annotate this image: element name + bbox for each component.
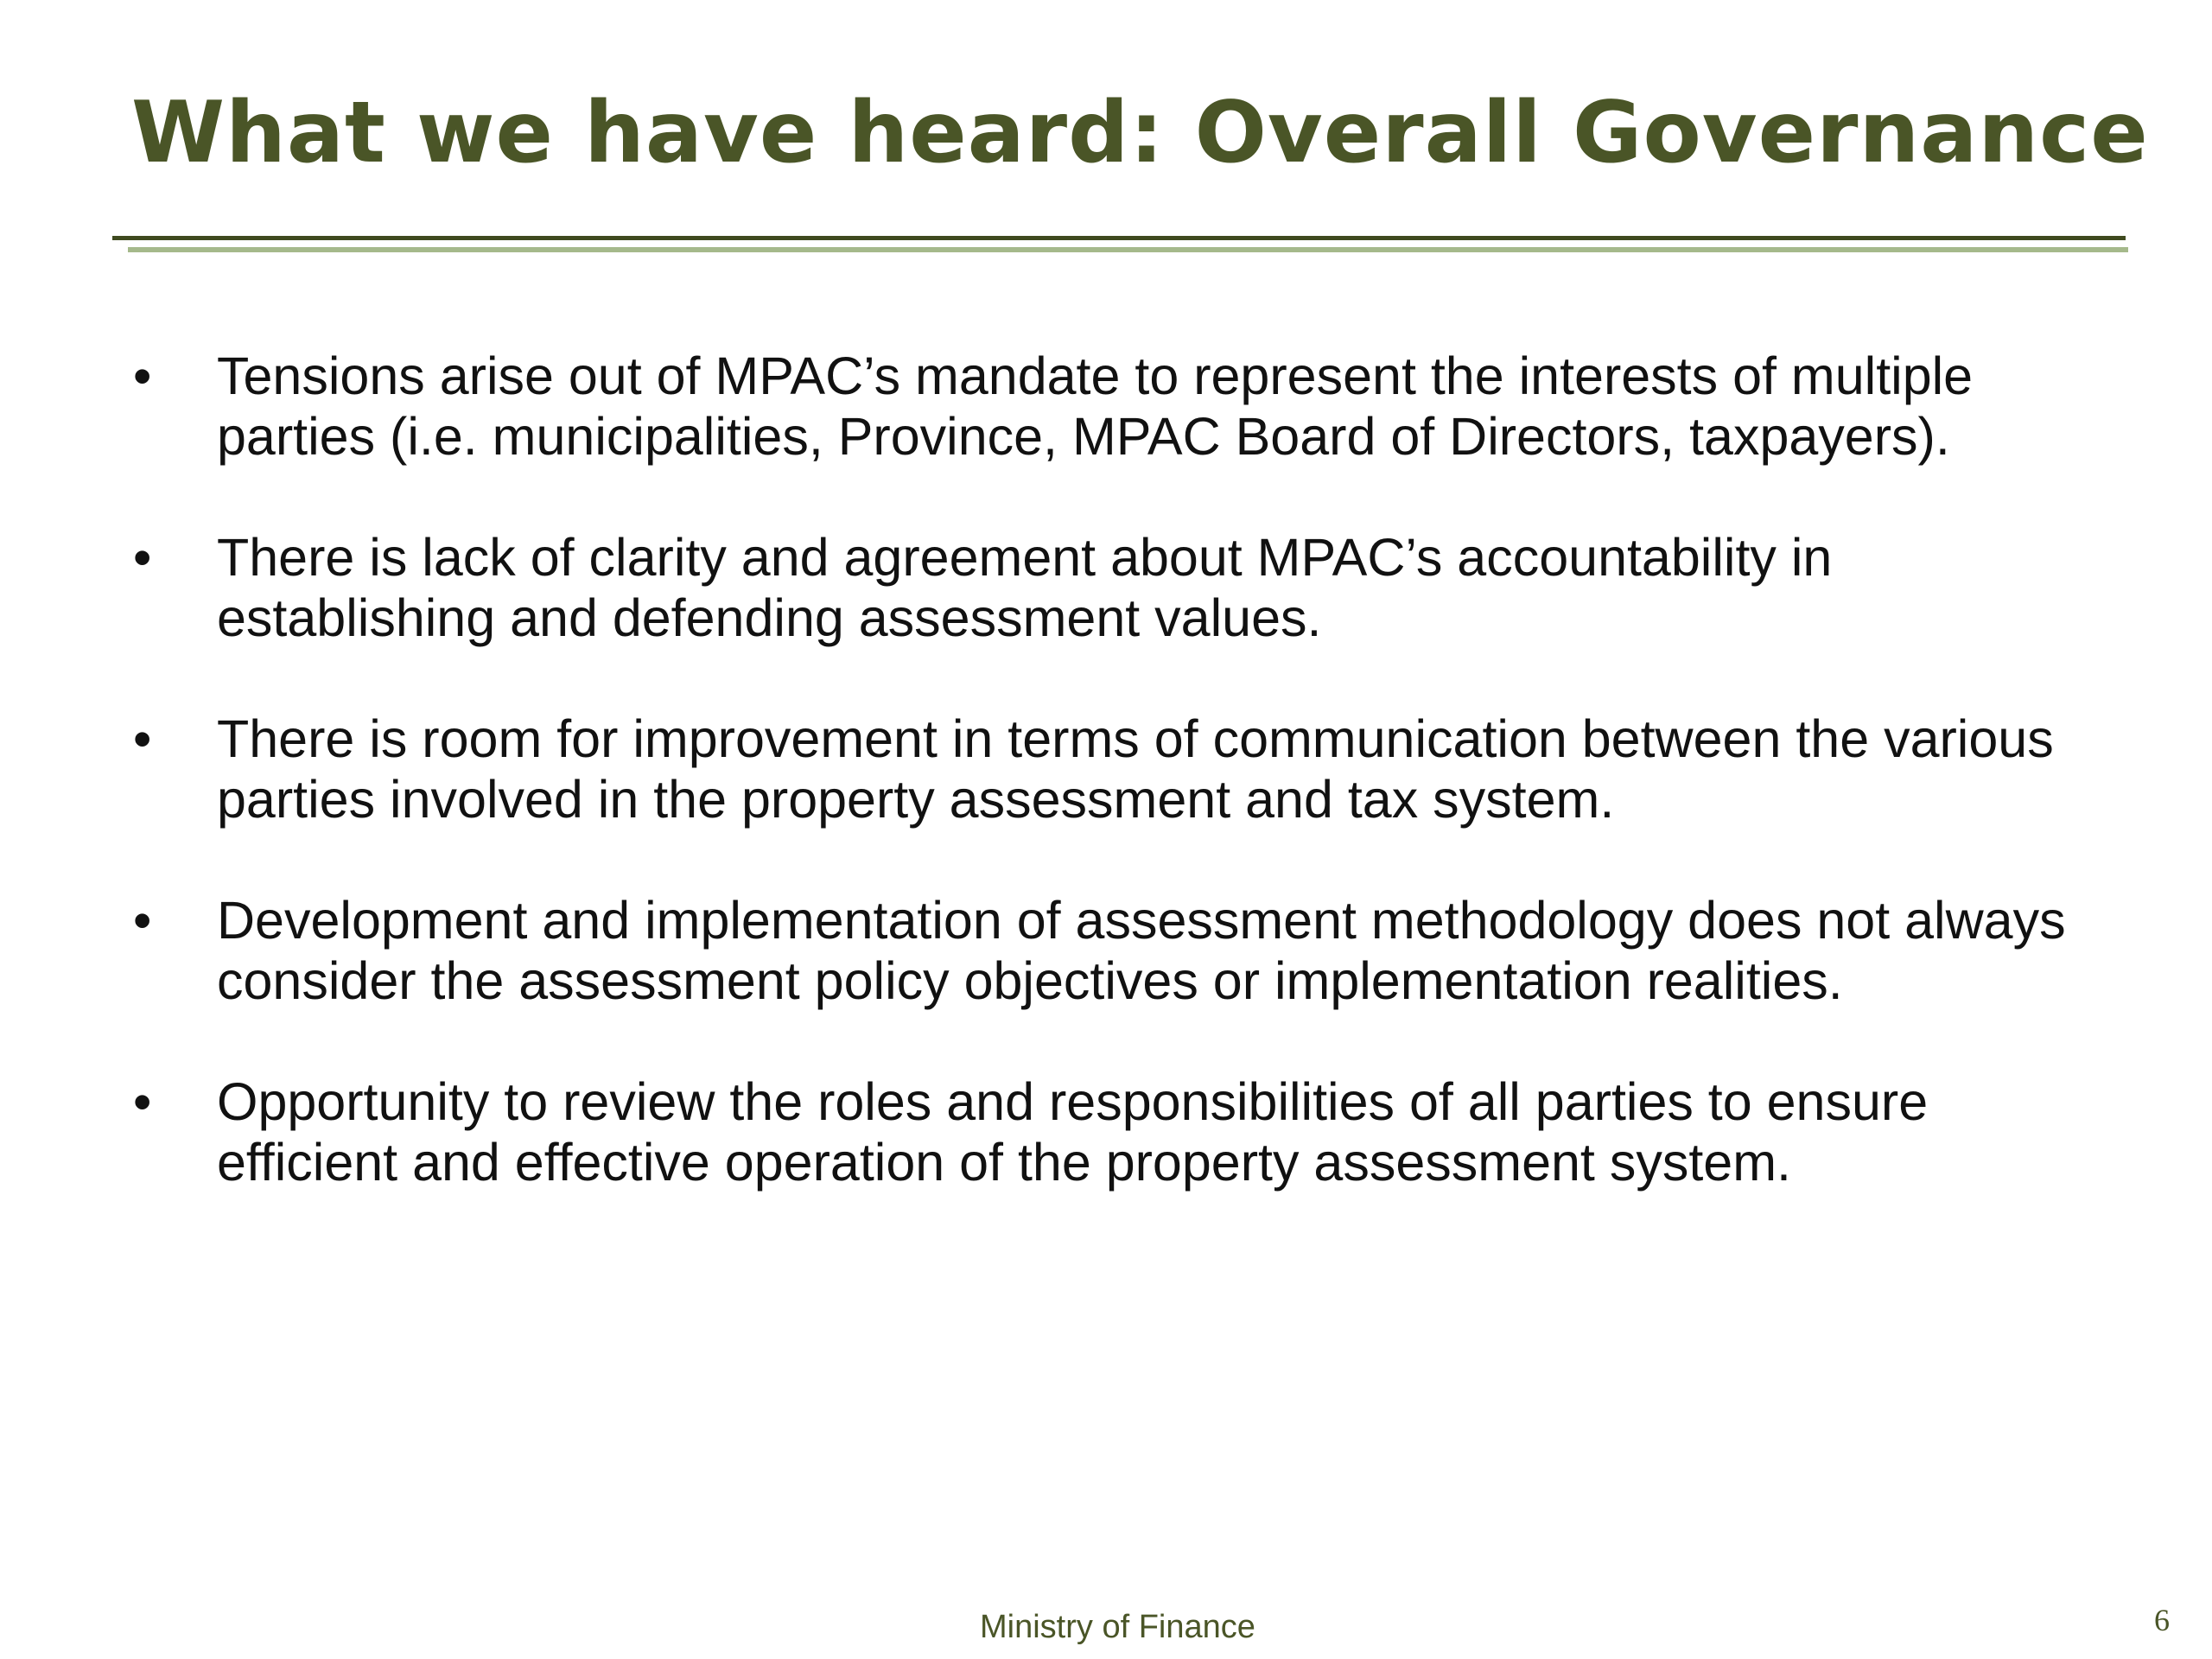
bullet-text: There is lack of clarity and agreement about MPAC’s accountability in establishing and defending assessment values. [217,528,1833,647]
page-number: 6 [2154,1603,2170,1637]
bullet-text: There is room for improvement in terms of communication between the various parties involved in the property assessment and tax system. [217,709,2054,829]
bullet-item [130,709,2100,830]
title-divider-light [128,247,2128,252]
bullet-dot-icon: • [133,709,152,768]
bullet-item [130,890,2100,1011]
bullet-text: Tensions arise out of MPAC’s mandate to represent the interests of multiple parties (i.e. municipalities, Province, MPAC Board of Directors, taxpayers). [217,346,1974,466]
bullet-dot-icon: • [133,891,152,950]
bullet-item [130,527,2100,648]
bullet-text: Opportunity to review the roles and responsibilities of all parties to ensure efficient and effective operation of the property assessment system. [217,1072,1929,1192]
bullet-dot-icon: • [133,1072,152,1131]
bullet-item [130,346,2100,467]
bullet-list [130,346,2100,1253]
title-divider-dark [112,236,2126,240]
footer-ministry-name: Ministry of Finance [980,1609,1255,1645]
bullet-text: Development and implementation of assessment methodology does not always consider the assessment policy objectives or implementation realities. [217,891,2066,1010]
bullet-dot-icon: • [133,346,152,405]
bullet-dot-icon: • [133,528,152,587]
bullet-item [130,1071,2100,1192]
slide-title: What we have heard: Overall Governance [131,84,2149,182]
